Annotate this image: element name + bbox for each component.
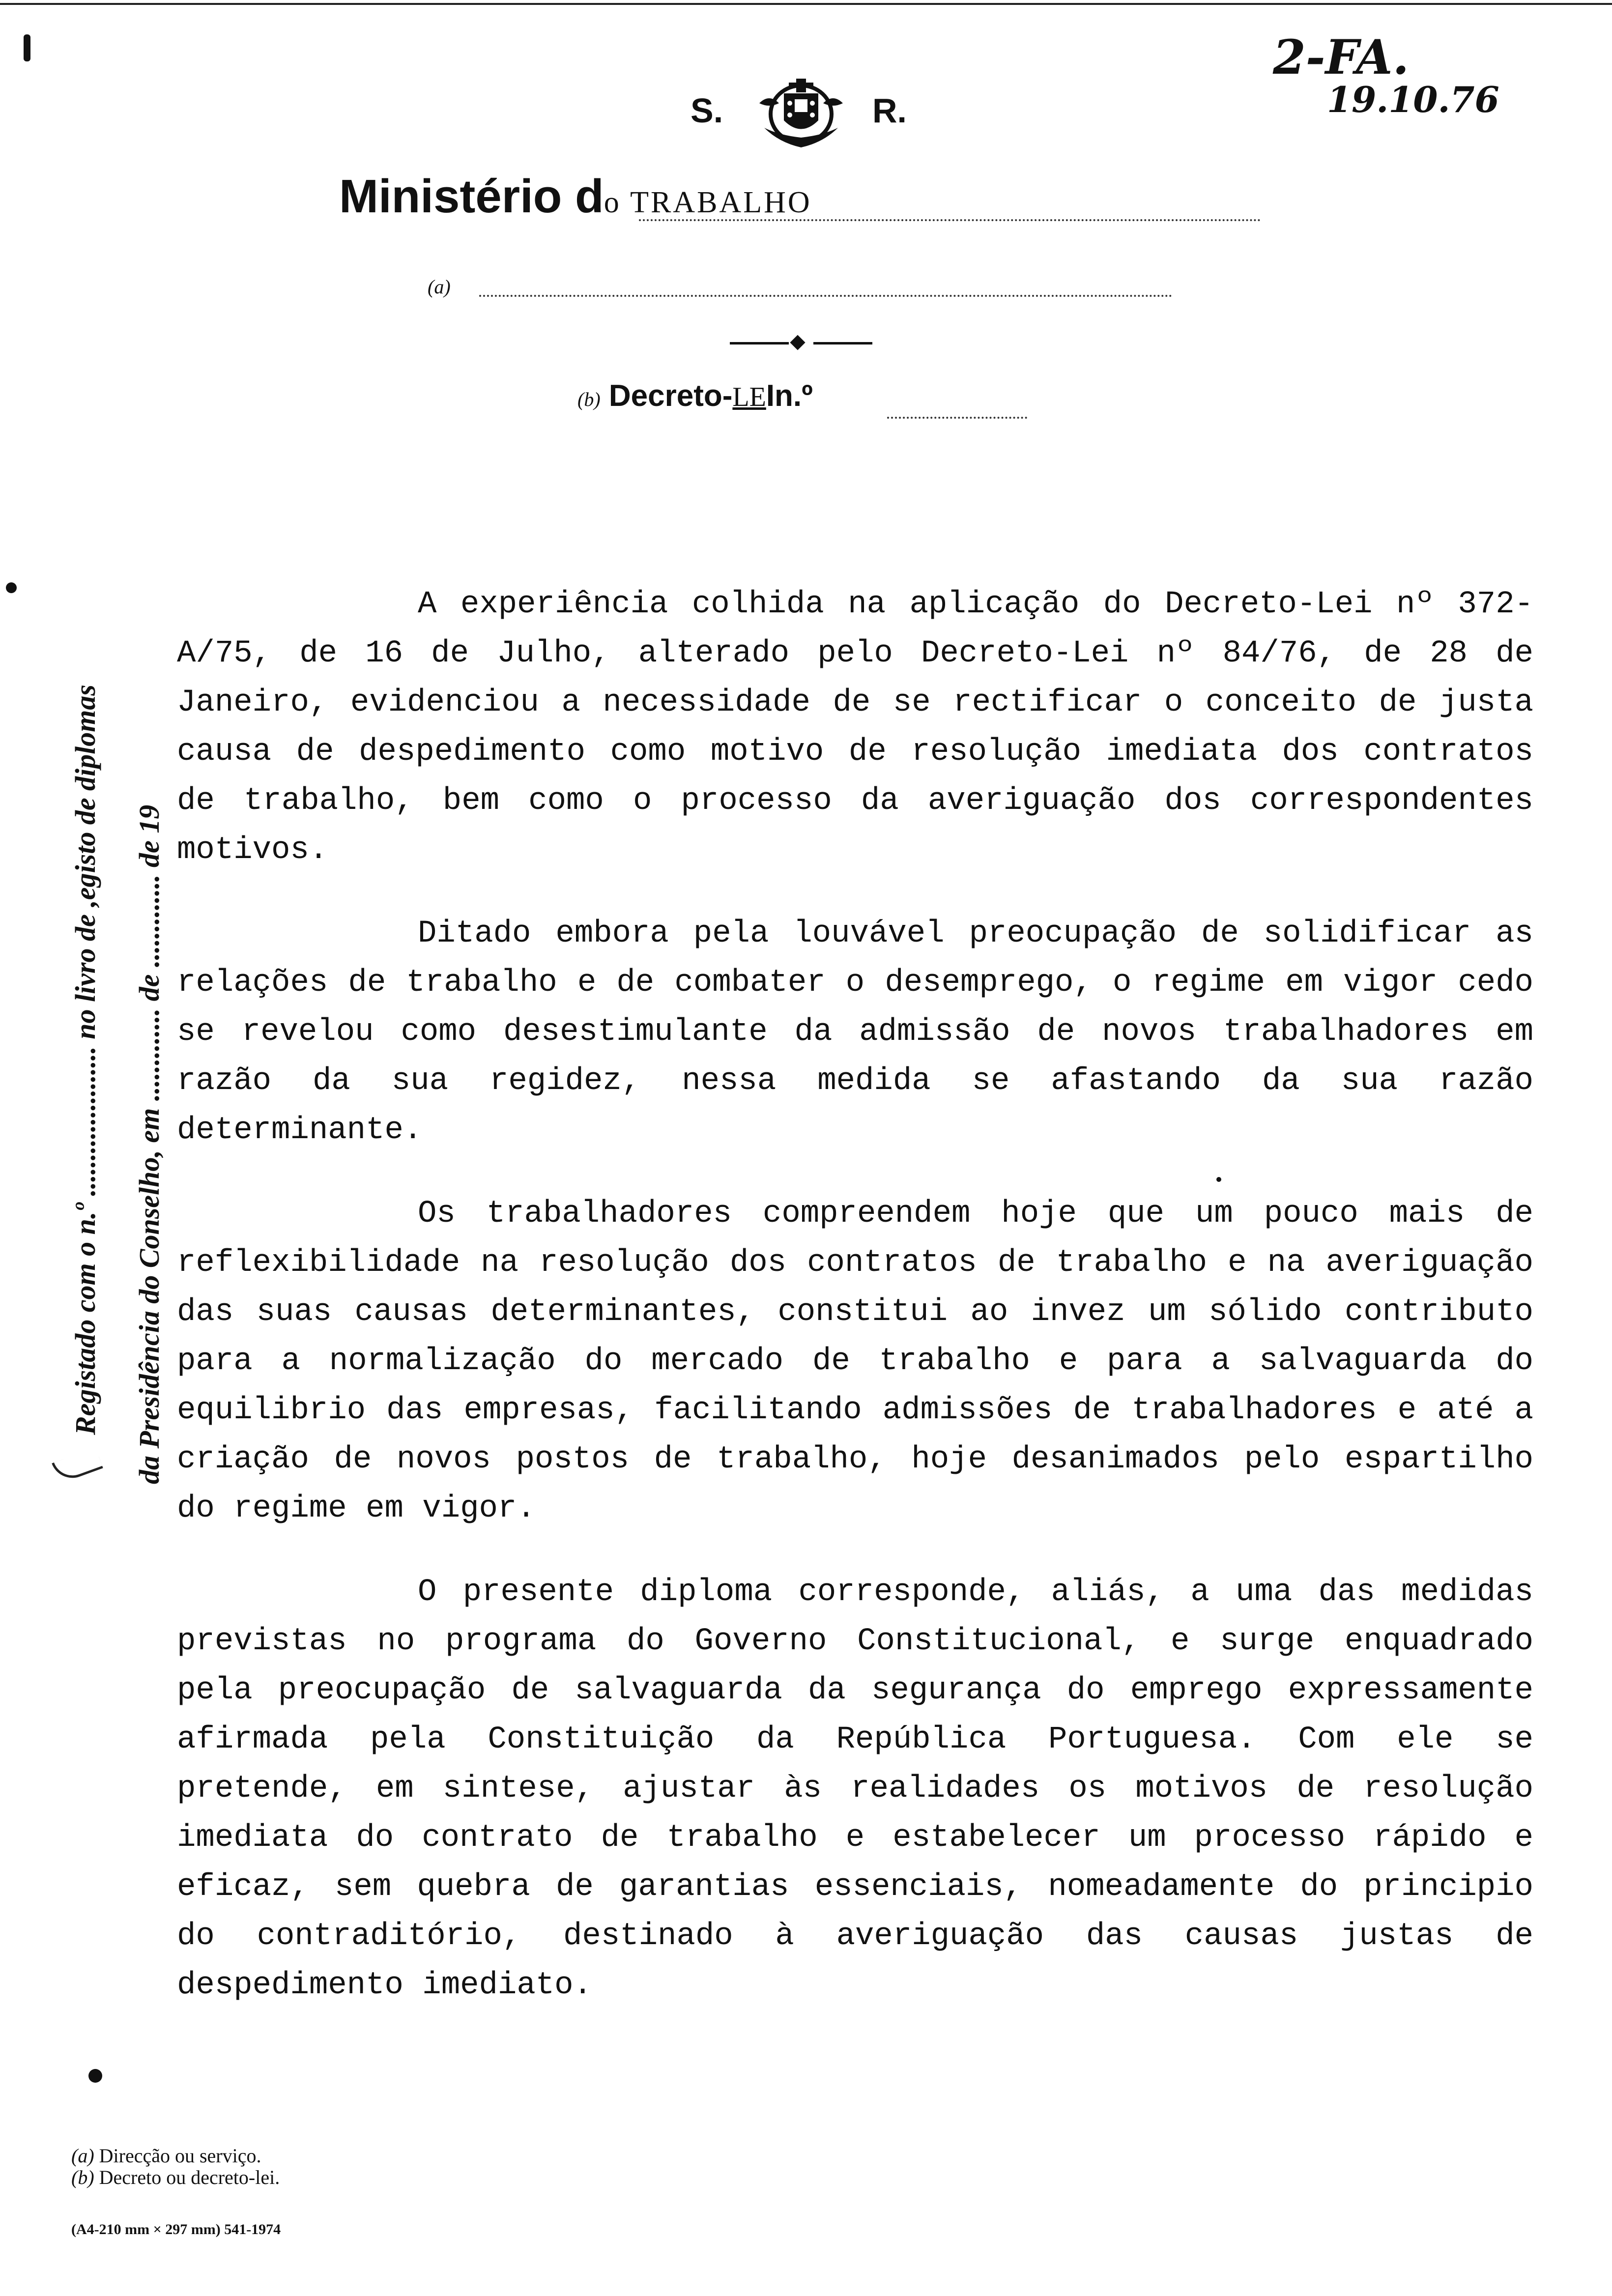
diamond-divider-icon [730, 342, 789, 344]
decree-label: Decreto- [608, 379, 733, 413]
footnote: (b) Decreto ou decreto-lei. [71, 2166, 280, 2188]
paragraph: Ditado embora pela louvável preocupação de solidificar as relações de trabalho e de combater o desemprego, o regime em vigor cedo se revelou como desestimulante da admissão de novos trabalhadores em razão da sua regidez, nessa medida se afastando da sua razão determinante. [177, 916, 1533, 1148]
print-reference: (A4-210 mm × 297 mm) 541-1974 [71, 2221, 281, 2238]
sr-right-letter: R. [872, 91, 907, 130]
top-border-line [0, 3, 1612, 5]
decree-number-label: In.º [766, 379, 813, 413]
paragraph: A experiência colhida na aplicação do Decreto-Lei nº 372-A/75, de 16 de Julho, alterado pelo Decreto-Lei nº 84/76, de 28 de Janeiro, evidenciou a necessidade de se rectificar o conceito de justa causa de despedimento como motivo de resolução imediata dos contratos de trabalho, bem como o processo da averiguação dos correspondentes motivos. [177, 587, 1533, 868]
margin-bracket [52, 1447, 103, 1484]
field-a-dotted-line [479, 295, 1172, 297]
decree-number-dotted-line [887, 417, 1027, 419]
decree-heading [577, 378, 813, 413]
handwritten-date: 19.10.76 [1327, 79, 1499, 120]
paragraph: O presente diploma corresponde, aliás, a uma das medidas previstas no programa do Governo Constitucional, e surge enquadrado pela preocupação de salvaguarda da segurança do emprego expressamente afirmada pela Constituição da República Portuguesa. Com ele se pretende, em sintese, ajustar às realidades os motivos de resolução imediata do contrato de trabalho e estabelecer um processo rápido e eficaz, sem quebra de garantias essenciais, nomeadamente do principio do contraditório, destinado à averiguação das causas justas de despedimento imediato. [177, 1575, 1533, 2003]
margin-presidency-note: da Presidência do Conselho, em ............. de ............. de 19 [133, 804, 165, 1484]
punch-hole-mark [88, 2069, 102, 2083]
decree-preamble [177, 580, 1533, 2044]
handwritten-reference: 2-FA. [1273, 29, 1410, 85]
ministry-suffix: o TRABALHO [604, 186, 812, 219]
diamond-divider-icon [790, 335, 805, 350]
field-a-label: (a) [428, 276, 451, 298]
paragraph: Os trabalhadores compreendem hoje que um pouco mais de reflexibilidade na resolução dos contratos de trabalho e na averiguação das suas causas determinantes, constitui ao invez um sólido contributo para a normalização do mercado de trabalho e para a salvaguarda do equilibrio das empresas, facilitando admissões de trabalhadores e até a criação de novos postos de trabalho, hoje desanimados pelo espartilho do regime em vigor. [177, 1196, 1533, 1526]
margin-registration-note: Registado com o n.º ..................... no livro de ,egisto de diplomas [69, 685, 101, 1435]
footnote: (a) Direcção ou serviço. [71, 2145, 261, 2167]
decree-type: LE [732, 382, 766, 412]
decree-marker: (b) [577, 388, 601, 410]
ministry-dotted-line [639, 219, 1261, 221]
scan-mark [24, 34, 30, 61]
ministry-title [339, 170, 812, 224]
diamond-divider-icon [813, 342, 872, 344]
punch-hole-mark [6, 582, 17, 593]
coat-of-arms-icon [749, 74, 853, 152]
sr-left-letter: S. [691, 91, 723, 130]
ministry-prefix: Ministério d [339, 170, 604, 223]
footnotes [71, 2145, 280, 2188]
